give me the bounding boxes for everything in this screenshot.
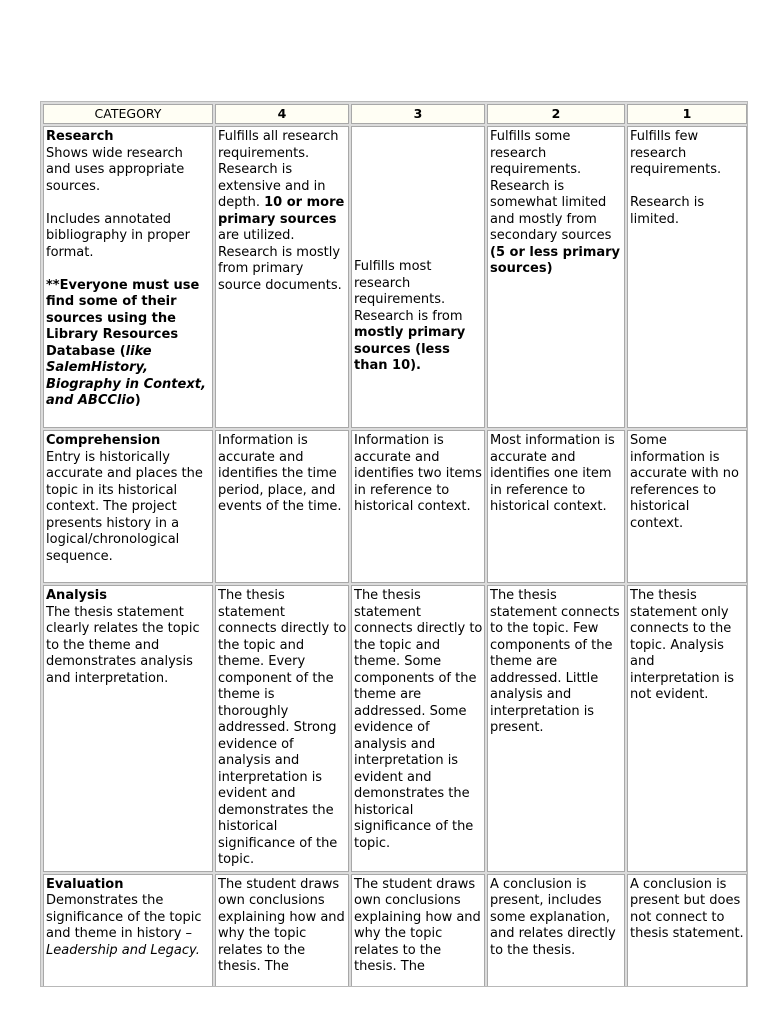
row-comprehension (43, 430, 747, 583)
row-research (43, 126, 747, 428)
research-4-text-bold: 10 or more primary sources (218, 195, 345, 227)
evaluation-score-3: The student draws own conclusions explaining how and why the topic relates to the thesis. The (351, 874, 485, 988)
research-title: Research (46, 129, 114, 144)
research-score-1 (627, 126, 747, 428)
analysis-title: Analysis (46, 588, 107, 603)
evaluation-desc: Demonstrates the significance of the topic and theme in history – (46, 893, 202, 941)
comprehension-score-4: Information is accurate and identifies the time period, place, and events of the time. (215, 430, 349, 583)
analysis-score-3: The thesis statement connects directly to the topic and theme. Some components of the theme are addressed. Some evidence of analysis and interpretation is evident and demonstrates the historical significance of the topic. (351, 585, 485, 872)
analysis-score-2: The thesis statement connects to the topic. Few components of the theme are addressed. Little analysis and interpretation is present. (487, 585, 625, 872)
header-score-4: 4 (215, 104, 349, 124)
header-category: CATEGORY (43, 104, 213, 124)
research-note-end: ) (134, 393, 141, 408)
evaluation-desc-italic: Leadership and Legacy. (46, 942, 200, 958)
comprehension-desc: Entry is historically accurate and places the topic in its historical context. The project presents history in a logical/chronological sequence. (46, 449, 203, 564)
research-library-note (46, 278, 211, 410)
header-score-3: 3 (351, 104, 485, 124)
research-score-2 (487, 126, 625, 428)
rubric-table-frame (40, 101, 748, 987)
evaluation-category-cell (43, 874, 213, 988)
research-note-italic: like SalemHistory, Biography in Context, and ABCClio (46, 343, 206, 408)
research-category-cell (43, 126, 213, 428)
evaluation-desc-wrap (46, 893, 211, 959)
research-note-bold: **Everyone must use find some of their sources using the Library Resources Database ( (46, 277, 200, 359)
comprehension-title: Comprehension (46, 433, 161, 448)
row-evaluation (43, 874, 747, 988)
research-2-text-bold: (5 or less primary sources) (490, 244, 621, 276)
research-desc: Shows wide research and uses appropriate sources. (46, 145, 185, 194)
row-analysis (43, 585, 747, 872)
header-score-2: 2 (487, 104, 625, 124)
research-desc-bibliography: Includes annotated bibliography in proper format. (46, 211, 191, 260)
research-1-text-a: Fulfills few research requirements. (630, 129, 722, 177)
analysis-score-1: The thesis statement only connects to the topic. Analysis and interpretation is not evident. (627, 585, 747, 872)
research-2-text-a: Fulfills some research requirements. Research is somewhat limited and mostly from secondary sources (490, 129, 612, 243)
comprehension-category-cell (43, 430, 213, 583)
comprehension-score-3: Information is accurate and identifies two items in reference to historical context. (351, 430, 485, 583)
evaluation-title: Evaluation (46, 876, 124, 892)
evaluation-score-4: The student draws own conclusions explaining how and why the topic relates to the thesis. The (215, 874, 349, 988)
evaluation-score-1: A conclusion is present but does not connect to thesis statement. (627, 874, 747, 988)
comprehension-score-1: Some information is accurate with no references to historical context. (627, 430, 747, 583)
header-score-1: 1 (627, 104, 747, 124)
rubric-table (41, 102, 748, 987)
analysis-desc: The thesis statement clearly relates the topic to the theme and demonstrates analysis and interpretation. (46, 604, 200, 686)
analysis-score-4: The thesis statement connects directly to the topic and theme. Every component of the theme is thoroughly addressed. Strong evidence of analysis and interpretation is evident and demonstrates the historical significance of the topic. (215, 585, 349, 872)
research-4-text-c: are utilized. Research is mostly from primary source documents. (218, 228, 342, 293)
research-score-4 (215, 126, 349, 428)
research-score-3 (351, 126, 485, 428)
research-3-text-a: Fulfills most research requirements. Research is from (354, 259, 463, 324)
analysis-category-cell (43, 585, 213, 872)
research-1-text-b: Research is limited. (630, 195, 705, 227)
header-row (43, 104, 747, 124)
evaluation-score-2: A conclusion is present, includes some explanation, and relates directly to the thesis. (487, 874, 625, 988)
comprehension-score-2: Most information is accurate and identifies one item in reference to historical context. (487, 430, 625, 583)
research-3-text-bold: mostly primary sources (less than 10). (354, 325, 466, 373)
research-4-text-a: Fulfills all research requirements. Research is extensive and in depth. (218, 129, 339, 210)
